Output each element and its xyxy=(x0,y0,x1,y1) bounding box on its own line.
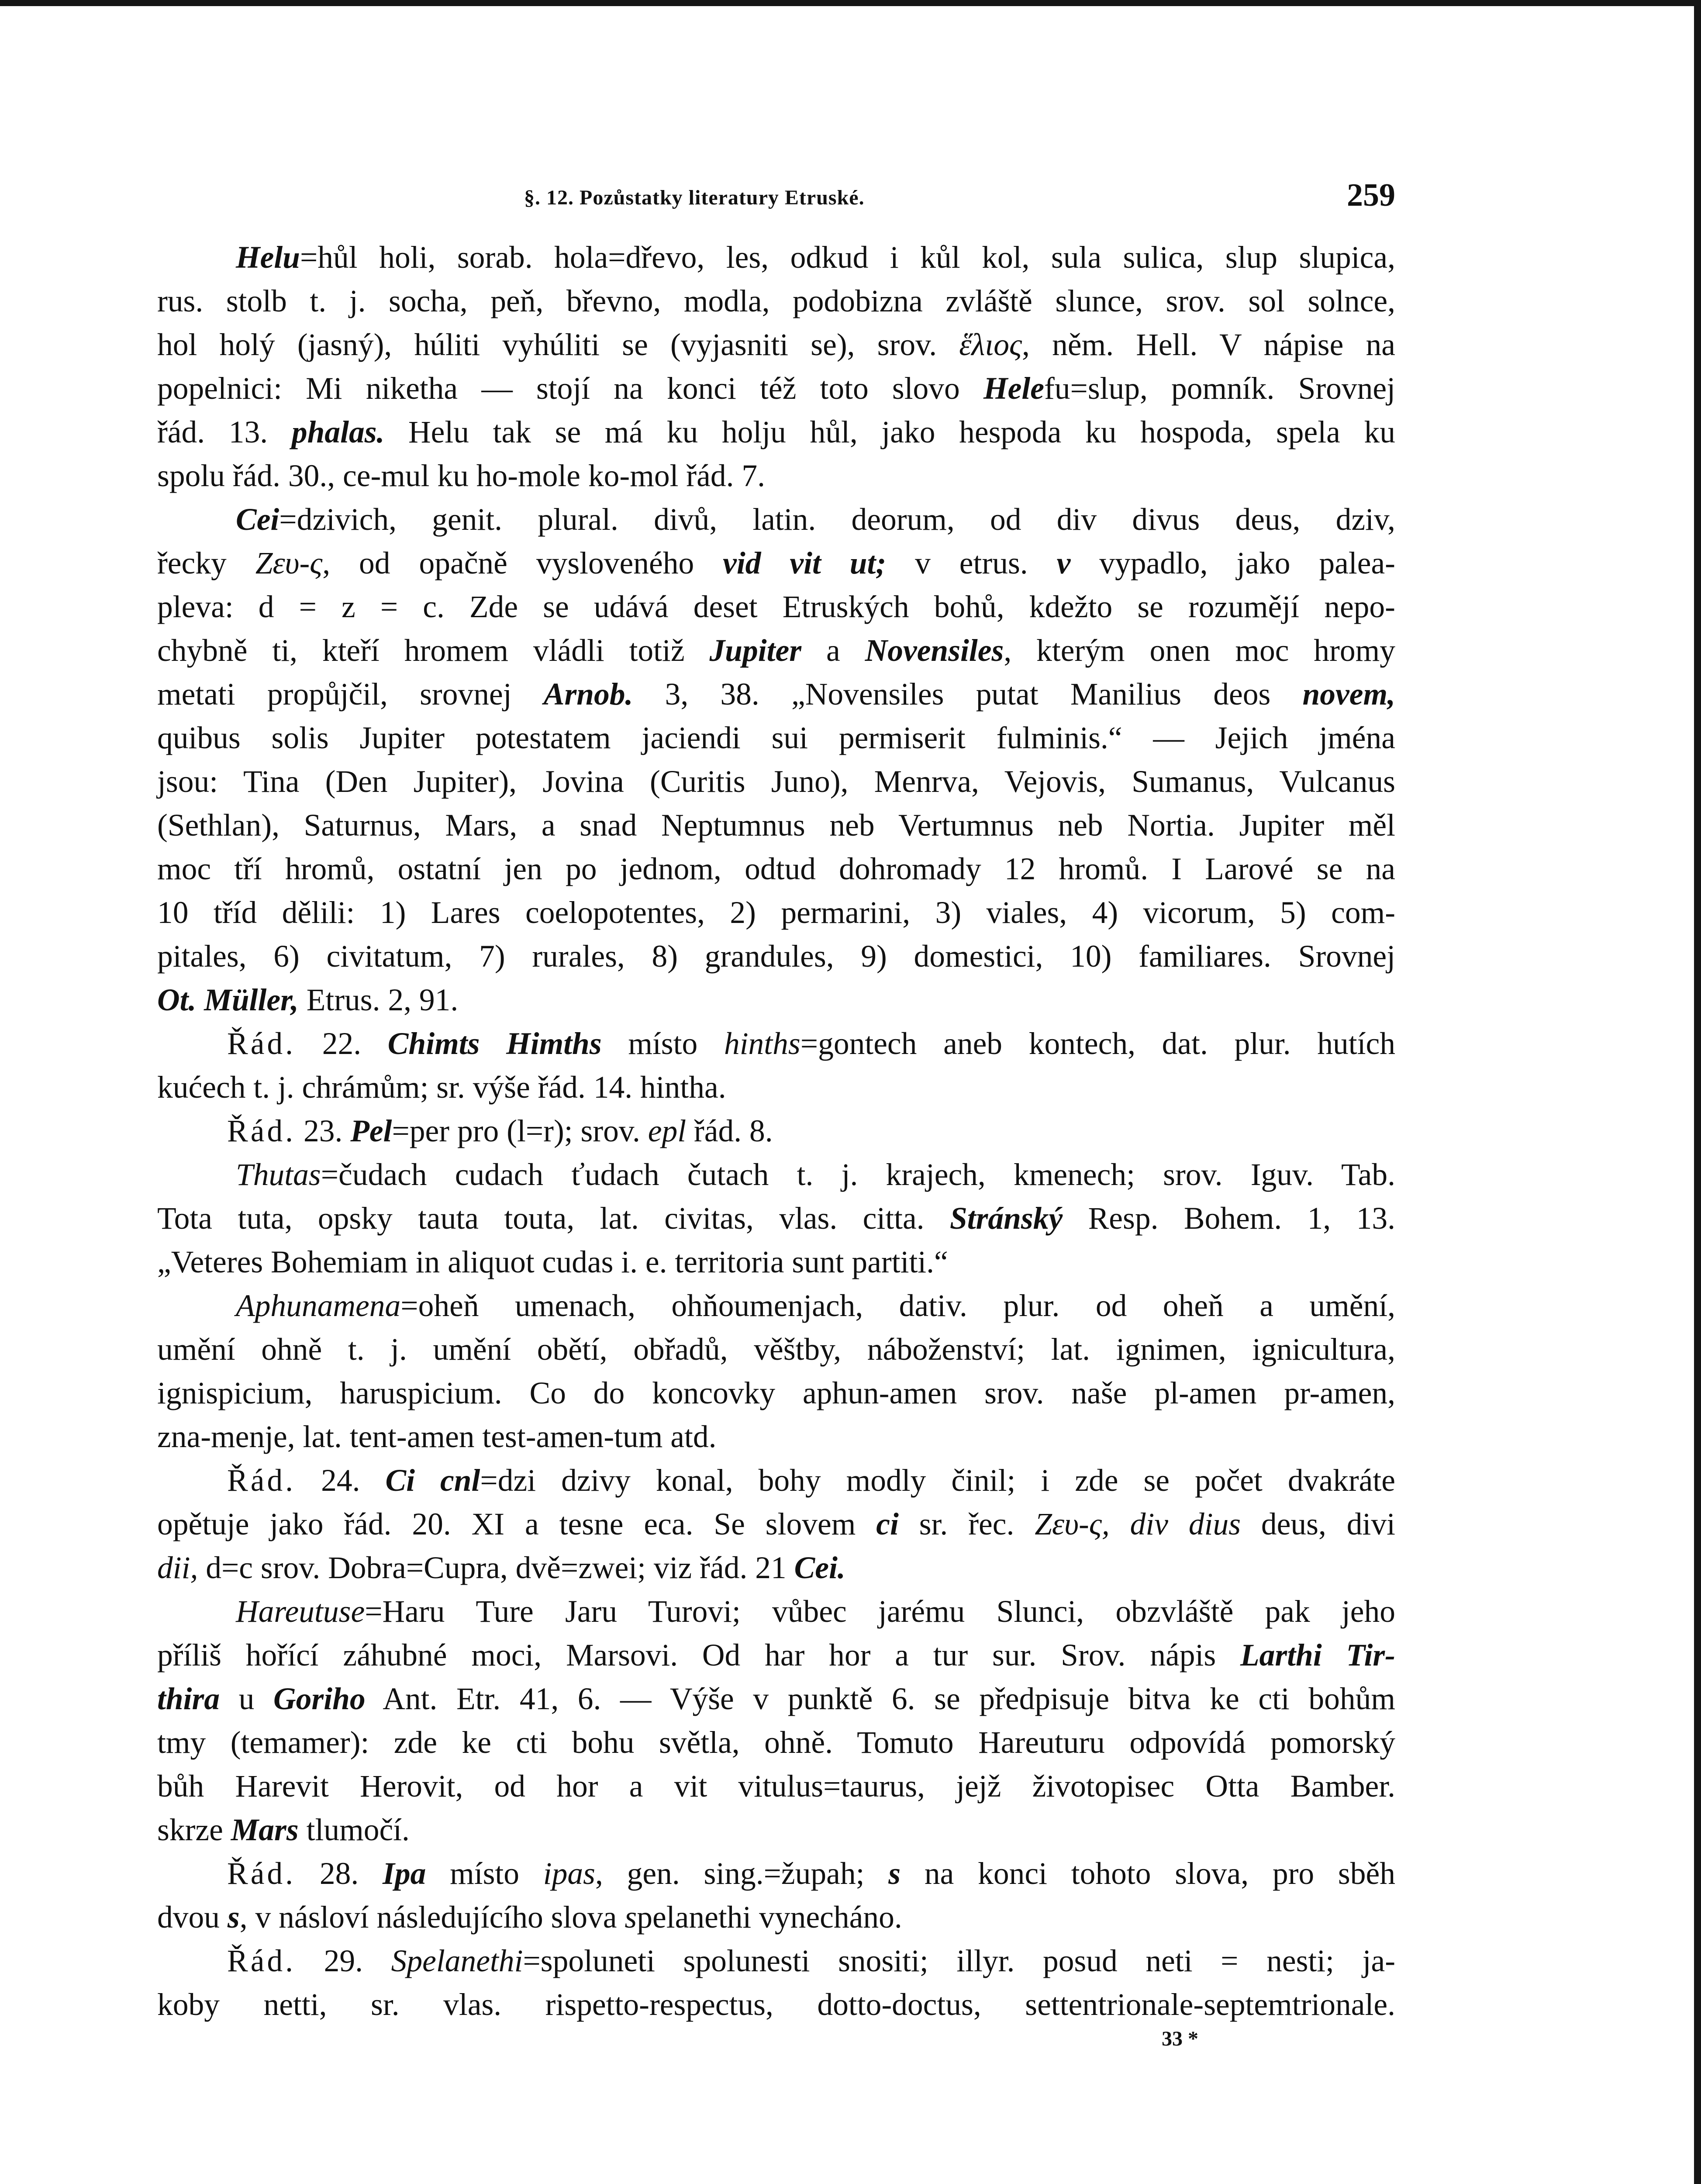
line-text: Tota tuta, opsky tauta touta, lat. civitas, vlas. citta. xyxy=(157,1201,950,1236)
line-text: hol holý (jasný), húliti vyhúliti se (vyjasniti se), srov. xyxy=(157,328,959,362)
line-text: místo xyxy=(426,1856,543,1891)
line-text: koby netti, sr. vlas. rispetto-respectus, dotto-doctus, settentrionale-septemtrionale. xyxy=(157,1987,1395,2022)
line-text: Resp. Bohem. 1, 13. xyxy=(1063,1201,1395,1236)
term: ci xyxy=(876,1507,899,1541)
term: Larthi Tir- xyxy=(1240,1638,1395,1673)
text-line xyxy=(157,1328,1395,1372)
term: Stránský xyxy=(949,1201,1063,1236)
term: Cei xyxy=(236,502,279,537)
line-text: skrze xyxy=(157,1813,231,1847)
body-text xyxy=(157,236,1395,2027)
line-text: jsou: Tina (Den Jupiter), Jovina (Curitis Juno), Menrva, Vejovis, Sumanus, Vulcanus xyxy=(157,764,1395,799)
line-text: , v násloví následujícího slova xyxy=(239,1900,625,1935)
text-line xyxy=(157,891,1395,935)
line-text: =čudach cudach ťudach čutach t. j. krajech, kmenech; srov. Iguv. Tab. xyxy=(321,1158,1395,1192)
line-text: , od opačně vysloveného xyxy=(322,546,723,581)
line-text: tlumočí. xyxy=(298,1813,410,1847)
text-line xyxy=(157,1241,1395,1284)
line-text: umění ohně t. j. umění obětí, obřadů, věštby, náboženství; lat. ignimen, ignicultura, xyxy=(157,1332,1395,1367)
term: hinths xyxy=(724,1026,800,1061)
scan-border-top xyxy=(0,0,1701,6)
line-text: 10 tříd dělili: 1) Lares coelopotentes, 2) permarini, 3) viales, 4) vicorum, 5) com- xyxy=(157,895,1395,930)
term: Helu xyxy=(236,240,300,275)
line-text: kućech t. j. chrámům; sr. výše řád. 14. hintha. xyxy=(157,1070,726,1105)
line-text: a xyxy=(801,633,865,668)
line-text: =hůl holi, sorab. hola=dřevo, les, odkud i kůl kol, sula sulica, slup slupica, xyxy=(300,240,1395,275)
rad-label: Řád. xyxy=(227,1463,296,1498)
text-line xyxy=(157,978,1395,1022)
line-text: dvou xyxy=(157,1900,228,1935)
term: Pel xyxy=(350,1114,392,1148)
text-line xyxy=(157,1109,1395,1153)
text-line xyxy=(157,1415,1395,1459)
line-text: místo xyxy=(601,1026,724,1061)
term: vid vit ut; xyxy=(723,546,887,581)
line-text: fu=slup, pomník. Srovnej xyxy=(1044,371,1395,406)
line-text: , něm. Hell. V nápise na xyxy=(1022,328,1395,362)
greek-word: Ζευ-ς xyxy=(255,546,323,581)
text-line xyxy=(157,1022,1395,1066)
line-text: =Haru Ture Jaru Turovi; vůbec jarému Slunci, obzvláště pak jeho xyxy=(365,1594,1395,1629)
text-line xyxy=(157,1939,1395,1983)
signature-mark: 33 * xyxy=(1162,2027,1198,2050)
line-text: deus, divi xyxy=(1241,1507,1395,1541)
text-line xyxy=(157,585,1395,629)
line-text: spolu řád. 30., ce-mul ku ho-mole ko-mol řád. 7. xyxy=(157,459,765,493)
line-text: sr. řec. xyxy=(898,1507,1035,1541)
line-text: tmy (temamer): zde ke cti bohu světla, ohně. Tomuto Hareuturu odpovídá pomorský xyxy=(157,1725,1395,1760)
line-text: 29. xyxy=(296,1944,391,1978)
term: Jupiter xyxy=(709,633,802,668)
term: Thutas xyxy=(236,1158,321,1192)
text-line xyxy=(157,629,1395,673)
line-text: příliš hořící záhubné moci, Marsovi. Od har hor a tur sur. Srov. nápis xyxy=(157,1638,1240,1673)
text-line xyxy=(157,1896,1395,1939)
term: Mars xyxy=(231,1813,299,1847)
line-text: popelnici: Mi niketha — stojí na konci též toto slovo xyxy=(157,371,983,406)
rad-label: Řád. xyxy=(227,1856,296,1891)
text-line xyxy=(157,1066,1395,1109)
text-line xyxy=(157,1677,1395,1721)
text-line xyxy=(157,1808,1395,1852)
text-line xyxy=(157,280,1395,323)
term: Ipa xyxy=(383,1856,426,1891)
text-line xyxy=(157,935,1395,978)
greek-word: Ζευ-ς, div dius xyxy=(1035,1507,1241,1541)
line-text: =gontech aneb kontech, dat. plur. hutích xyxy=(800,1026,1396,1061)
text-line xyxy=(157,760,1395,804)
text-line xyxy=(157,1153,1395,1197)
text-line xyxy=(157,1590,1395,1634)
line-text: , gen. sing.=župah; xyxy=(595,1856,889,1891)
line-text: ignispicium, haruspicium. Co do koncovky aphun-amen srov. naše pl-amen pr-amen, xyxy=(157,1376,1395,1410)
text-line xyxy=(157,804,1395,847)
line-text: =oheň umenach, ohňoumenjach, dativ. plur. od oheň a umění, xyxy=(400,1289,1395,1323)
line-text: =dzi dzivy konal, bohy modly činil; i zde se počet dvakráte xyxy=(480,1463,1395,1498)
line-text: =dzivich, genit. plural. divů, latin. deorum, od div divus deus, dziv, xyxy=(279,502,1395,537)
line-text: (Sethlan), Saturnus, Mars, a snad Neptumnus neb Vertumnus neb Nortia. Jupiter měl xyxy=(157,808,1395,843)
line-text: metati propůjčil, srovnej xyxy=(157,677,544,712)
line-text: řád. 8. xyxy=(686,1114,773,1148)
term: Arnob. xyxy=(543,677,633,712)
term: dii, xyxy=(157,1551,198,1585)
text-line xyxy=(157,1459,1395,1503)
term: Aphunamena xyxy=(236,1289,401,1323)
text-line xyxy=(157,1503,1395,1546)
term: Hele xyxy=(983,371,1044,406)
text-line xyxy=(157,411,1395,454)
term: Novensiles xyxy=(865,633,1004,668)
line-text: Helu tak se má ku holju hůl, jako hespoda ku hospoda, spela ku xyxy=(384,415,1396,449)
text-line xyxy=(157,673,1395,716)
page-number: 259 xyxy=(1347,177,1395,213)
line-text: 3, 38. „Novensiles putat Manilius deos xyxy=(633,677,1303,712)
line-text: quibus solis Jupiter potestatem jaciendi sui permiserit fulminis.“ — Jejich jména xyxy=(157,721,1395,755)
term: Spelanethi xyxy=(391,1944,523,1978)
term: epl xyxy=(648,1114,687,1148)
term: v xyxy=(1056,546,1071,581)
rad-label: Řád. xyxy=(227,1026,296,1061)
text-line xyxy=(157,1197,1395,1241)
text-line xyxy=(157,1546,1395,1590)
text-line xyxy=(157,1765,1395,1808)
term: phalas. xyxy=(291,415,385,449)
term: novem, xyxy=(1302,677,1395,712)
text-line xyxy=(157,236,1395,280)
rad-label: Řád. xyxy=(227,1114,296,1148)
text-line xyxy=(157,1634,1395,1677)
line-text: rus. stolb t. j. socha, peň, břevno, modla, podobizna zvláště slunce, srov. sol solnce, xyxy=(157,284,1395,318)
term: Cei. xyxy=(794,1551,845,1585)
text-line xyxy=(157,1852,1395,1896)
line-text: na konci tohoto slova, pro sběh xyxy=(901,1856,1395,1891)
term: ipas xyxy=(543,1856,595,1891)
term: s xyxy=(227,1900,240,1935)
line-text: 22. xyxy=(296,1026,388,1061)
line-text: moc tří hromů, ostatní jen po jednom, odtud dohromady 12 hromů. I Larové se na xyxy=(157,852,1395,886)
line-text: =per pro (l=r); srov. xyxy=(392,1114,648,1148)
text-line xyxy=(157,542,1395,585)
text-line xyxy=(157,498,1395,542)
running-head: §. 12. Pozůstatky literatury Etruské. xyxy=(524,186,865,209)
line-text: řecky xyxy=(157,546,255,581)
line-text: „Veteres Bohemiam in aliquot cudas i. e. territoria sunt partiti.“ xyxy=(157,1245,948,1279)
text-line xyxy=(157,1284,1395,1328)
text-line xyxy=(157,716,1395,760)
text-line xyxy=(157,323,1395,367)
line-text: pleva: d = z = c. Zde se udává deset Etruských bohů, kdežto se rozumějí nepo- xyxy=(157,590,1395,624)
text-line xyxy=(157,367,1395,411)
line-text: 24. xyxy=(296,1463,386,1498)
term: Goriho xyxy=(273,1682,366,1716)
text-line xyxy=(157,1983,1395,2027)
text-line xyxy=(157,847,1395,891)
line-text: Etrus. 2, 91. xyxy=(298,983,459,1017)
line-text: řád. 13. xyxy=(157,415,292,449)
line-text: vypadlo, jako palea- xyxy=(1070,546,1395,581)
term: s xyxy=(888,1856,901,1891)
greek-word: ἕλιος xyxy=(959,328,1022,362)
line-text: 28. xyxy=(296,1856,383,1891)
text-line xyxy=(157,1721,1395,1765)
line-text: pitales, 6) civitatum, 7) rurales, 8) grandules, 9) domestici, 10) familiares. Srovnej xyxy=(157,939,1395,974)
term: thira xyxy=(157,1682,220,1716)
line-text: 23. xyxy=(296,1114,351,1148)
line-text: opětuje jako řád. 20. XI a tesne eca. Se slovem xyxy=(157,1507,876,1541)
term: s xyxy=(625,1900,637,1935)
term: Chimts Himths xyxy=(387,1026,602,1061)
line-text: Ant. Etr. 41, 6. — Výše v punktě 6. se předpisuje bitva ke cti bohům xyxy=(365,1682,1396,1716)
line-text: pelanethi vynecháno. xyxy=(637,1900,902,1935)
text-line xyxy=(157,454,1395,498)
line-text: u xyxy=(220,1682,274,1716)
line-text: zna-menje, lat. tent-amen test-amen-tum atd. xyxy=(157,1420,717,1454)
line-text: v etrus. xyxy=(886,546,1057,581)
term: Ot. Müller, xyxy=(157,983,299,1017)
line-text: , kterým onen moc hromy xyxy=(1004,633,1395,668)
term: Hareutuse xyxy=(236,1594,365,1629)
line-text: =spoluneti spolunesti snositi; illyr. posud neti = nesti; ja- xyxy=(523,1944,1395,1978)
term: Ci cnl xyxy=(385,1463,480,1498)
text-line xyxy=(157,1372,1395,1415)
line-text: chybně ti, kteří hromem vládli totiž xyxy=(157,633,710,668)
line-text: bůh Harevit Herovit, od hor a vit vitulus=taurus, jejž životopisec Otta Bamber. xyxy=(157,1769,1395,1804)
scan-border-right xyxy=(1694,0,1701,2184)
rad-label: Řád. xyxy=(227,1944,296,1978)
line-text: d=c srov. Dobra=Cupra, dvě=zwei; viz řád. 21 xyxy=(198,1551,794,1585)
